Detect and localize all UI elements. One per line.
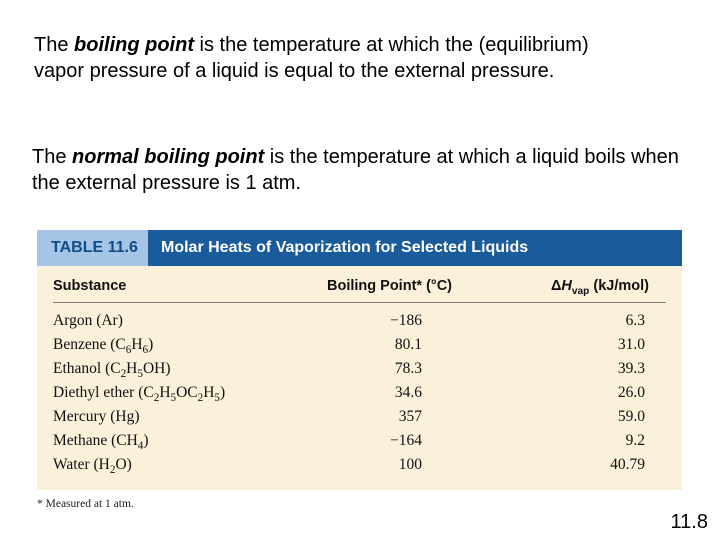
page-number: 11.8: [670, 511, 708, 533]
definition-body: is the temperature at which the (equilibrium) vapor pressure of a liquid is equal to the external pressure.: [34, 34, 589, 82]
term-normal-boiling-point: normal boiling point: [72, 146, 265, 168]
table-row: [37, 336, 682, 360]
table-row: [37, 360, 682, 384]
heats-of-vaporization-table: [37, 230, 682, 490]
definition-prefix: The: [34, 34, 75, 56]
hvap-cell: 6.3: [625, 312, 645, 329]
normal-boiling-point-definition: [32, 144, 702, 196]
substance-cell: Argon (Ar): [53, 312, 123, 329]
column-header-hvap: $\Delta H_{vap}$ (kJ/mol): [551, 278, 649, 297]
definition-body: is the temperature at which a liquid boils when the external pressure is 1 atm.: [32, 146, 679, 194]
substance-cell: Diethyl ether $(C_2H_5OC_2H_5)$: [53, 384, 226, 405]
boiling-point-cell: −164: [390, 432, 422, 449]
hvap-cell: 40.79: [610, 456, 645, 473]
substance-cell: Benzene $(C_6H_6)$: [53, 336, 154, 357]
table-header-bar: [37, 230, 682, 266]
boiling-point-cell: −186: [390, 312, 422, 329]
substance-cell: Mercury (Hg): [53, 408, 140, 425]
header-divider: [53, 302, 666, 303]
substance-cell: Water $(H_2O)$: [53, 456, 132, 477]
table-title: Molar Heats of Vaporization for Selected Liquids: [161, 239, 529, 256]
hvap-cell: 59.0: [617, 408, 645, 425]
term-boiling-point: boiling point: [74, 34, 194, 56]
column-header-substance: Substance: [53, 278, 127, 294]
hvap-cell: 31.0: [617, 336, 645, 353]
hvap-cell: 26.0: [617, 384, 645, 401]
table-footnote: * Measured at 1 atm.: [37, 498, 134, 510]
substance-cell: Ethanol $(C_2H_5OH)$: [53, 360, 171, 381]
boiling-point-cell: 34.6: [394, 384, 422, 401]
boiling-point-cell: 357: [398, 408, 422, 425]
definition-prefix: The: [32, 146, 73, 168]
boiling-point-cell: 80.1: [394, 336, 422, 353]
boiling-point-definition: [34, 32, 634, 84]
boiling-point-cell: 100: [398, 456, 422, 473]
hvap-cell: 9.2: [625, 432, 645, 449]
table-row: [37, 408, 682, 432]
substance-cell: Methane $(CH_4)$: [53, 432, 149, 453]
table-row: [37, 384, 682, 408]
table-row: [37, 312, 682, 336]
hvap-cell: 39.3: [617, 360, 645, 377]
table-number: TABLE 11.6: [37, 230, 148, 266]
column-header-boiling-point: Boiling Point* (°C): [327, 278, 452, 294]
table-row: [37, 456, 682, 480]
table-row: [37, 432, 682, 456]
boiling-point-cell: 78.3: [394, 360, 422, 377]
